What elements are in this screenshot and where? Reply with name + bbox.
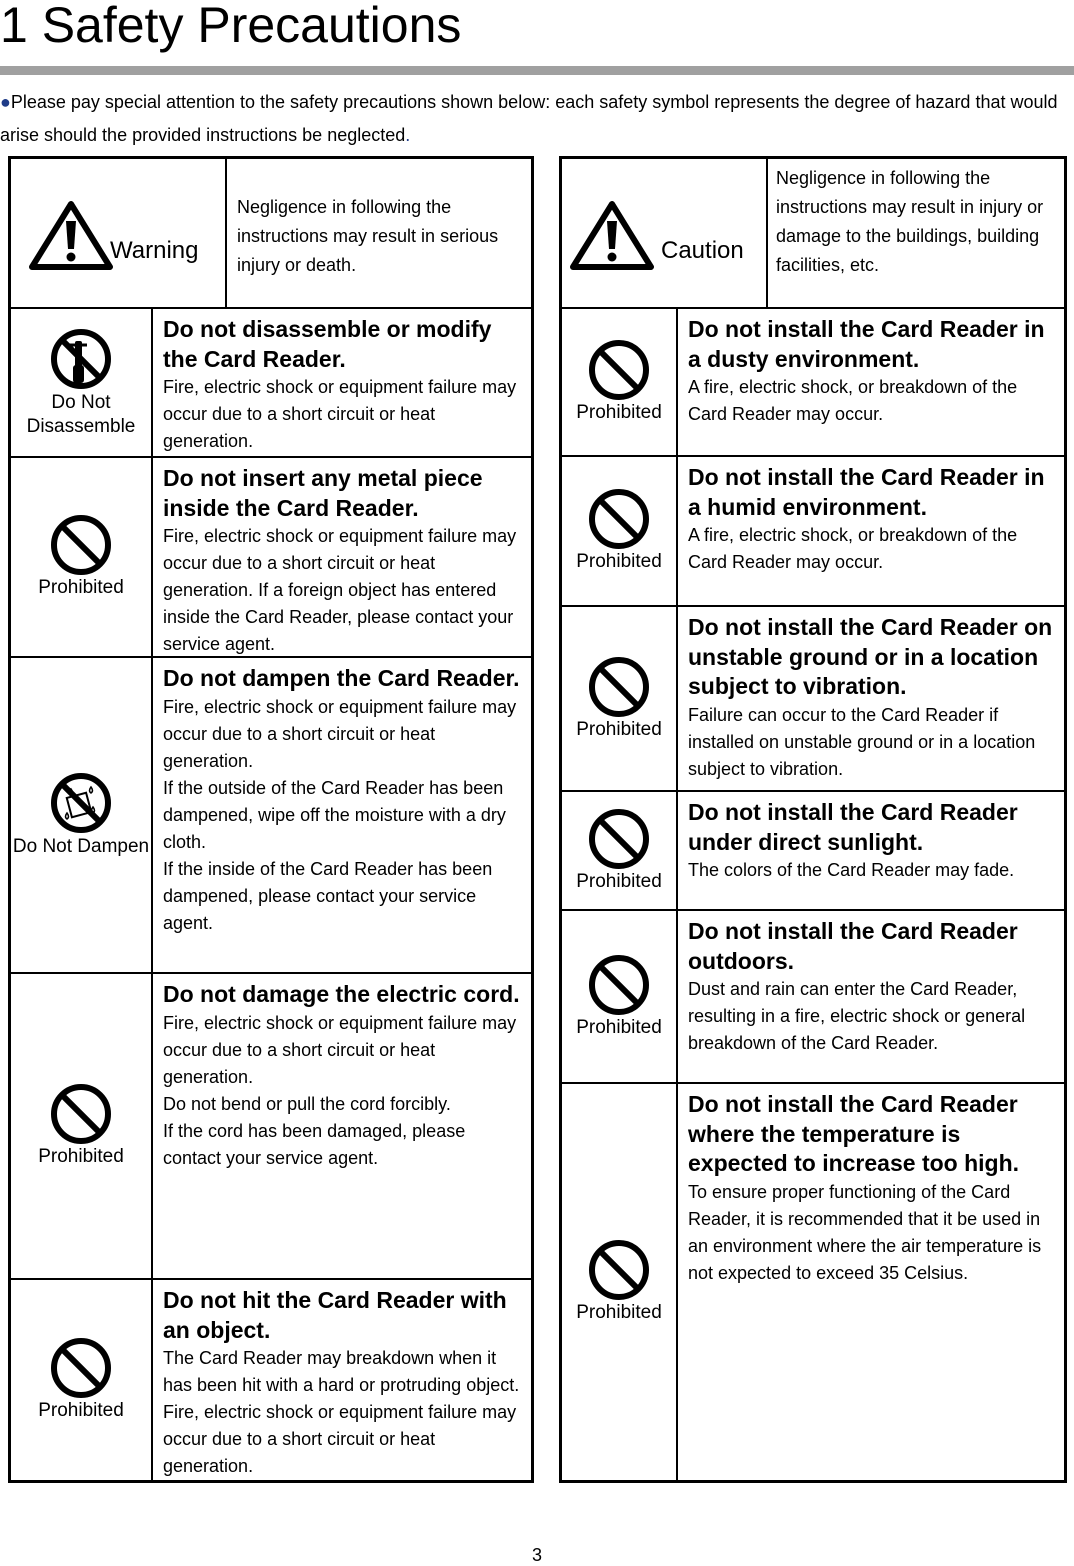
warning-triangle-icon: [29, 201, 113, 271]
page-title: 1 Safety Precautions: [0, 0, 462, 53]
warning-label: Warning: [110, 237, 199, 264]
precaution-text: [153, 458, 531, 656]
intro-paragraph: [0, 86, 1074, 152]
precaution-body: A fire, electric shock, or breakdown of the Card Reader may occur.: [688, 525, 1018, 572]
symbol-label: Prohibited: [576, 402, 662, 423]
prohibited-icon: [50, 514, 112, 576]
precaution-text: [678, 607, 1064, 790]
precaution-body: Do not bend or pull the cord forcibly.: [163, 1093, 451, 1114]
precaution-text: [678, 457, 1064, 605]
precaution-heading: Do not install the Card Reader in a dusty environment.: [688, 316, 1045, 372]
title-rule: [0, 66, 1074, 75]
prohibited-icon: [588, 808, 650, 870]
table-row: [562, 792, 1064, 911]
caution-symbol-cell: [562, 159, 768, 307]
table-row: [562, 607, 1064, 792]
symbol-label: Do Not Disassemble: [26, 391, 136, 437]
symbol-cell: [562, 607, 678, 790]
caution-header: [562, 159, 1064, 309]
prohibited-icon: [588, 656, 650, 718]
precaution-heading: Do not install the Card Reader in a humid environment.: [688, 464, 1045, 520]
precaution-heading: Do not install the Card Reader outdoors.: [688, 918, 1018, 974]
prohibited-icon: [50, 1337, 112, 1399]
intro-text: Please pay special attention to the safety precautions shown below: each safety symbol represents the degree of hazard that would arise should the provided instructions be neglected: [0, 92, 1058, 145]
prohibited-icon: [50, 1083, 112, 1145]
no-dampen-icon: [49, 771, 113, 835]
precaution-text: [153, 658, 531, 972]
symbol-label: Prohibited: [576, 551, 662, 572]
symbol-cell: [11, 458, 153, 656]
warning-description: Negligence in following the instructions may result in serious injury or death.: [237, 197, 499, 275]
precaution-heading: Do not insert any metal piece inside the Card Reader.: [163, 465, 483, 521]
table-row: [11, 974, 531, 1280]
precaution-heading: Do not disassemble or modify the Card Reader.: [163, 316, 492, 372]
precaution-heading: Do not install the Card Reader under direct sunlight.: [688, 799, 1018, 855]
prohibited-icon: [588, 488, 650, 550]
precaution-body: Failure can occur to the Card Reader if installed on unstable ground or in a location subject to vibration.: [688, 704, 1036, 779]
precaution-body: Fire, electric shock or equipment failure may occur due to a short circuit or heat generation.: [163, 1012, 517, 1087]
intro-period: .: [405, 125, 411, 145]
symbol-label: Prohibited: [38, 1400, 124, 1421]
prohibited-icon: [588, 1239, 650, 1301]
table-row: [562, 457, 1064, 607]
symbol-cell: [562, 911, 678, 1082]
precaution-heading: Do not hit the Card Reader with an object.: [163, 1287, 507, 1343]
bullet-icon: ●: [0, 92, 11, 112]
warning-table: [8, 156, 534, 1483]
symbol-label: Prohibited: [576, 870, 662, 892]
precaution-body: Fire, electric shock or equipment failure may occur due to a short circuit or heat generation.: [163, 696, 517, 771]
table-row: [562, 911, 1064, 1084]
precaution-text: [153, 974, 531, 1278]
precaution-heading: Do not damage the electric cord.: [163, 981, 520, 1007]
prohibited-icon: [588, 339, 650, 401]
symbol-label: Prohibited: [38, 1146, 124, 1167]
table-row: [11, 1280, 531, 1480]
caution-triangle-icon: [570, 201, 654, 271]
precaution-text: [678, 911, 1064, 1082]
precaution-body: A fire, electric shock, or breakdown of the Card Reader may occur.: [688, 377, 1018, 424]
symbol-cell: [11, 1280, 153, 1480]
precaution-body: If the inside of the Card Reader has been dampened, please contact your service agent.: [163, 858, 493, 933]
symbol-cell: [562, 1084, 678, 1480]
symbol-cell: [11, 309, 153, 456]
precaution-text: [153, 1280, 531, 1480]
precaution-text: [678, 792, 1064, 909]
precaution-text: [153, 309, 531, 456]
symbol-label: Prohibited: [576, 718, 662, 740]
table-row: [11, 458, 531, 658]
caution-label: Caution: [661, 237, 744, 264]
prohibited-icon: [588, 954, 650, 1016]
table-row: [11, 309, 531, 458]
symbol-cell: [11, 658, 153, 972]
table-row: [562, 1084, 1064, 1480]
precaution-text: [678, 1084, 1064, 1480]
symbol-label: Do Not Dampen: [12, 836, 150, 857]
precaution-heading: Do not dampen the Card Reader.: [163, 665, 520, 691]
symbol-label: Prohibited: [576, 1016, 662, 1038]
symbol-label: Prohibited: [38, 577, 124, 598]
symbol-cell: [562, 309, 678, 455]
no-disassemble-icon: [49, 327, 113, 391]
precaution-body: If the outside of the Card Reader has been dampened, wipe off the moisture with a dry cloth.: [163, 777, 506, 852]
symbol-label: Prohibited: [576, 1302, 662, 1323]
warning-symbol-cell: [11, 159, 227, 307]
caution-table: [559, 156, 1067, 1483]
precaution-heading: Do not install the Card Reader where the temperature is expected to increase too high.: [688, 1091, 1020, 1176]
precaution-body: The colors of the Card Reader may fade.: [688, 860, 1015, 880]
page-number: 3: [531, 1545, 542, 1565]
caution-description: Negligence in following the instructions may result in injury or damage to the buildings, building facilities, etc.: [776, 168, 1044, 275]
precaution-body: If the cord has been damaged, please contact your service agent.: [163, 1120, 466, 1168]
precaution-body: To ensure proper functioning of the Card Reader, it is recommended that it be used in an environment where the air temperature is not expected to exceed 35 Celsius.: [688, 1181, 1042, 1283]
precaution-body: Dust and rain can enter the Card Reader, resulting in a fire, electric shock or general breakdown of the Card Reader.: [688, 979, 1026, 1053]
warning-header: [11, 159, 531, 309]
table-row: [11, 658, 531, 974]
precaution-heading: Do not install the Card Reader on unstable ground or in a location subject to vibration.: [688, 614, 1053, 699]
precaution-body: Fire, electric shock or equipment failure may occur due to a short circuit or heat generation.: [163, 377, 517, 451]
symbol-cell: [562, 792, 678, 909]
table-row: [562, 309, 1064, 457]
symbol-cell: [11, 974, 153, 1278]
precaution-body: The Card Reader may breakdown when it has been hit with a hard or protruding object. Fire, electric shock or equipment failure may occur due to a short circuit or heat generation.: [163, 1348, 520, 1476]
precaution-body: Fire, electric shock or equipment failure may occur due to a short circuit or heat generation. If a foreign object has entered inside the Card Reader, please contact your service agent.: [163, 526, 517, 654]
precaution-text: [678, 309, 1064, 455]
symbol-cell: [562, 457, 678, 605]
